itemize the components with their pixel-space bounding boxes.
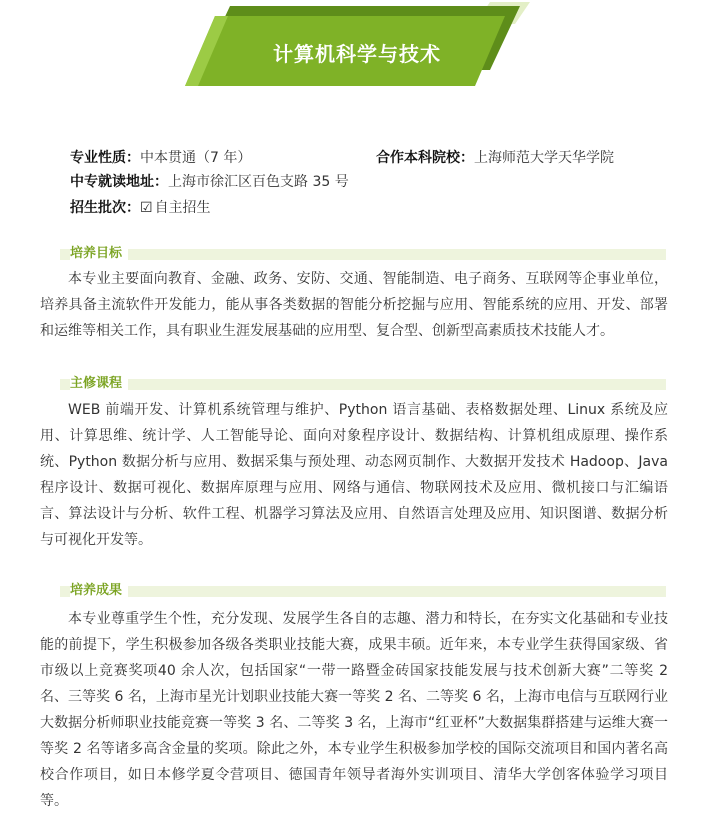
batch-label: 招生批次：	[70, 200, 140, 216]
section-goal-header	[60, 246, 666, 262]
section-goal-text: 本专业主要面向教育、金融、政务、安防、交通、智能制造、电子商务、互联网等企事业单位，培养具备主流软件开发能力，能从事各类数据的智能分析挖掘与应用、智能系统的应用、开发、部署和运维等相关工作，具有职业生涯发展基础的应用型、复合型、创新型高素质技术技能人才。	[40, 271, 668, 339]
major-type-value: 中本贯通（7 年）	[140, 150, 252, 166]
partner-label: 合作本科院校：	[376, 150, 474, 166]
school-address-value: 上海市徐汇区百色支路 35 号	[168, 174, 349, 190]
section-courses-title: 主修课程	[70, 376, 128, 392]
section-courses-text: WEB 前端开发、计算机系统管理与维护、Python 语言基础、表格数据处理、Linux 系统及应用、计算思维、统计学、人工智能导论、面向对象程序设计、数据结构、计算机组成原理、操作系统、Python 数据分析与应用、数据采集与预处理、动态网页制作、大数据开发技术 Hadoop、Java 程序设计、数据可视化、数据库原理与应用、网络与通信、物联网技术及应用、微机接口与汇编语言、算法设计与分析、软件工程、机器学习算法及应用、自然语言处理及应用、知识图谱、数据分析与可视化开发等。	[40, 402, 668, 548]
batch-value: 自主招生	[154, 200, 211, 216]
school-address-label: 中专就读地址：	[70, 174, 168, 190]
section-results-title: 培养成果	[70, 583, 128, 599]
page-title: 计算机科学与技术	[273, 42, 441, 66]
section-courses-header	[60, 376, 666, 392]
section-results-text: 本专业尊重学生个性，充分发现、发展学生各自的志趣、潜力和特长，在夯实文化基础和专业技能的前提下，学生积极参加各级各类职业技能大赛，成果丰硕。近年来，本专业学生获得国家级、省市级以上竞赛奖项40 余人次，包括国家“一带一路暨金砖国家技能发展与技术创新大赛”二等奖 2 名、三等奖 6 名，上海市星光计划职业技能大赛一等奖 2 名、二等奖 6 名，上海市电信与互联网行业大数据分析师职业技能竞赛一等奖 3 名、二等奖 3 名，上海市“红亚杯”大数据集群搭建与运维大赛一等奖 2 名等诸多高含金量的奖项。除此之外，本专业学生积极参加学校的国际交流项目和国内著名高校合作项目，如日本修学夏令营项目、德国青年领导者海外实训项目、清华大学创客体验学习项目等。	[40, 611, 668, 809]
section-goal-title: 培养目标	[70, 246, 128, 262]
school-address-row	[70, 172, 349, 192]
partner-row	[376, 148, 614, 168]
major-type-row	[70, 148, 251, 168]
checkbox-icon: ☑	[140, 200, 153, 216]
partner-value: 上海师范大学天华学院	[474, 150, 614, 166]
section-results-header	[60, 583, 666, 599]
major-type-label: 专业性质：	[70, 150, 140, 166]
header-banner	[0, 0, 714, 110]
batch-row	[70, 198, 211, 218]
